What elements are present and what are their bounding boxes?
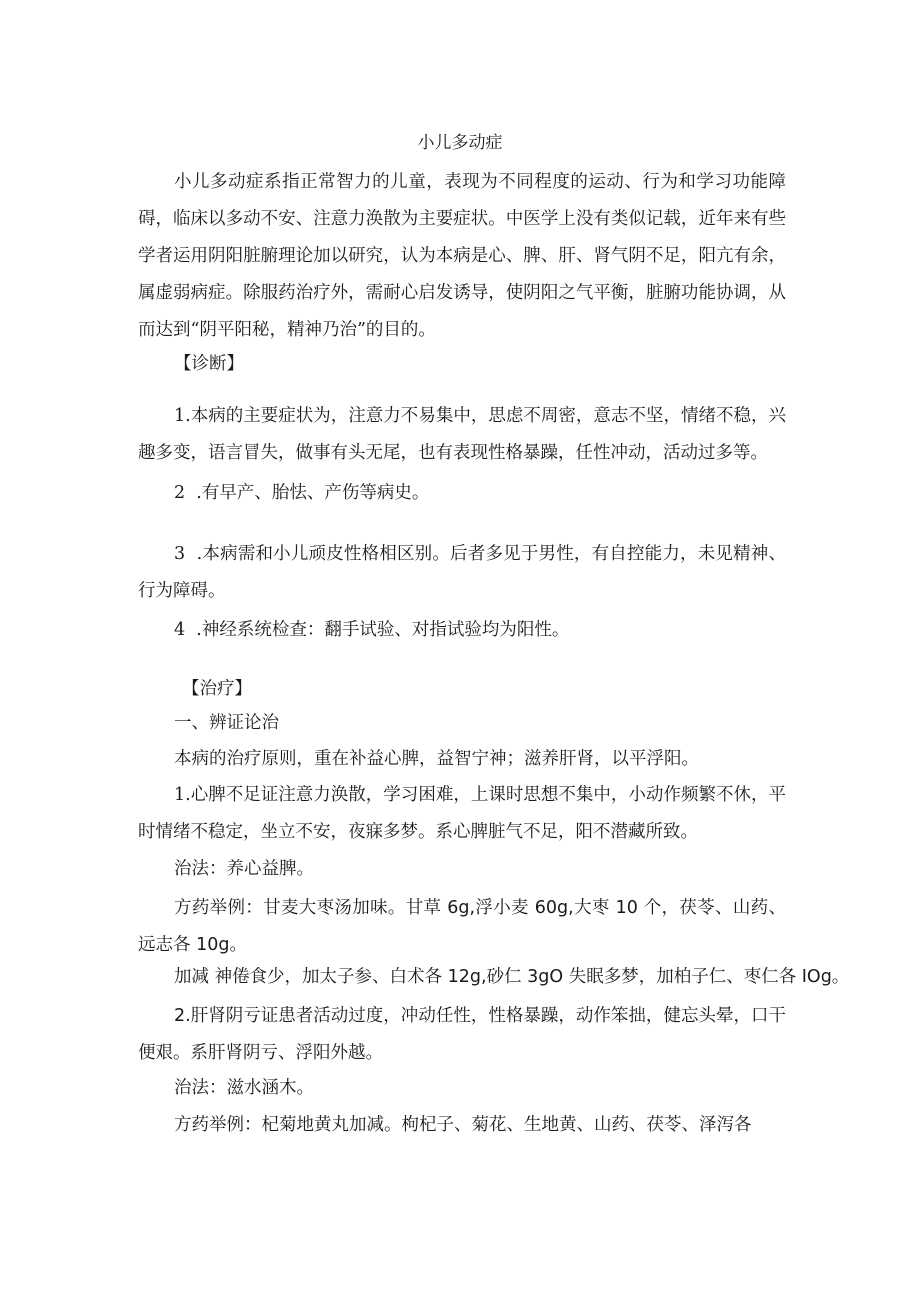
- intro-paragraph: 小儿多动症系指正常智力的儿童，表现为不同程度的运动、行为和学习功能障碍，临床以多动不安、注意力涣散为主要症状。中医学上没有类似记载，近年来有些学者运用阴阳脏腑理论加以研究，认为本病是心、脾、肝、肾气阴不足，阳亢有余，属虚弱病症。除服药治疗外，需耐心启发诱导，使阴阳之气平衡，脏腑功能协调，从而达到“阴平阳秘，精神乃治”的目的。: [138, 172, 786, 340]
- syndrome-2-description: 2.肝肾阴亏证患者活动过度，冲动任性，性格暴躁，动作笨拙，健忘头晕，口干便艰。系肝肾阴亏、浮阳外越。: [138, 1006, 786, 1063]
- diagnosis-item-4: 4 .神经系统检查：翻手试验、对指试验均为阳性。: [174, 620, 570, 640]
- syndrome-1-modification: 加减 神倦食少，加太子参、白术各 12g,砂仁 3gO 失眠多梦，加柏子仁、枣仁各 IOg。: [174, 967, 850, 987]
- diagnosis-item-1: 1.本病的主要症状为，注意力不易集中，思虑不周密，意志不坚，情绪不稳，兴趣多变，语言冒失，做事有头无尾，也有表现性格暴躁，任性冲动，活动过多等。: [138, 406, 786, 463]
- diagnosis-heading: 【诊断】: [174, 354, 244, 374]
- diagnosis-item-3: 3 .本病需和小儿顽皮性格相区别。后者多见于男性，有自控能力，未见精神、行为障碍。: [138, 544, 786, 601]
- syndrome-1-method: 治法：养心益脾。: [174, 859, 314, 879]
- syndrome-2-formula: 方药举例：杞菊地黄丸加减。枸杞子、菊花、生地黄、山药、茯苓、泽泻各: [174, 1115, 752, 1135]
- diagnosis-item-2: 2 .有早产、胎怯、产伤等病史。: [174, 483, 430, 503]
- treatment-principle: 本病的治疗原则，重在补益心脾，益智宁神；滋养肝肾，以平浮阳。: [174, 749, 699, 769]
- syndrome-1-formula: 方药举例：甘麦大枣汤加味。甘草 6g,浮小麦 60g,大枣 10 个，茯苓、山药、远志各 10g。: [138, 898, 786, 955]
- syndrome-1-description: 1.心脾不足证注意力涣散，学习困难，上课时思想不集中，小动作频繁不休，平时情绪不稳定，坐立不安，夜寐多梦。系心脾脏气不足，阳不潜藏所致。: [138, 785, 786, 842]
- document-title: 小儿多动症: [417, 133, 503, 153]
- section-title-syndrome-differentiation: 一、辨证论治: [174, 713, 279, 733]
- treatment-heading: 【治疗】: [182, 679, 252, 699]
- syndrome-2-method: 治法：滋水涵木。: [174, 1078, 314, 1098]
